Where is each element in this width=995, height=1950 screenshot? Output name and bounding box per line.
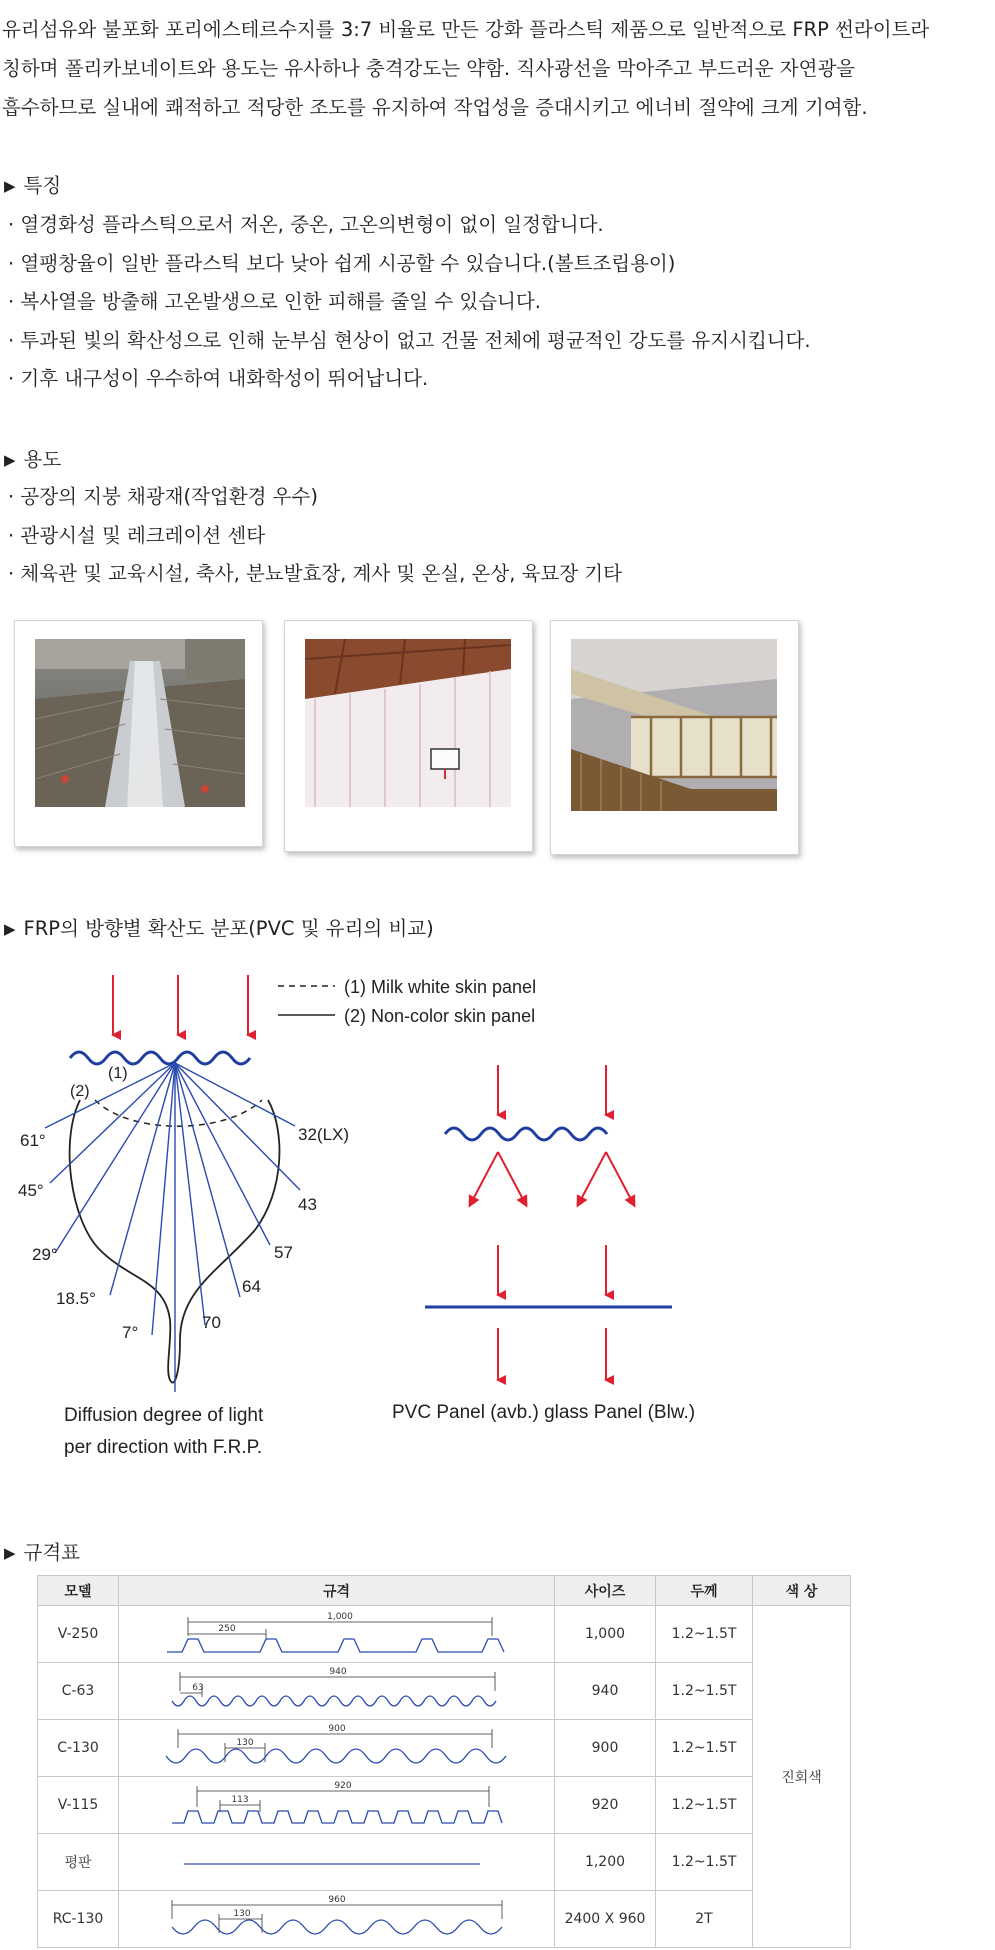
curve-label-2: (2) bbox=[70, 1083, 90, 1100]
thickness-cell: 2T bbox=[656, 1891, 753, 1948]
diffusion-diagram bbox=[0, 960, 760, 1480]
wave-large-profile bbox=[162, 1722, 512, 1774]
dimension-total: 900 bbox=[327, 1724, 346, 1734]
factory-roof-image bbox=[35, 639, 245, 807]
glass-outgoing-arrows bbox=[498, 1328, 606, 1380]
header-size: 사이즈 bbox=[555, 1576, 656, 1606]
table-row bbox=[38, 1834, 851, 1891]
dimension-part: 250 bbox=[217, 1624, 236, 1634]
angle-label: 45° bbox=[18, 1181, 44, 1200]
profile-cell bbox=[119, 1720, 555, 1777]
spec-heading bbox=[4, 1537, 80, 1565]
curve-milk-white bbox=[95, 1100, 262, 1126]
header-spec: 규격 bbox=[119, 1576, 555, 1606]
size-cell: 1,000 bbox=[555, 1606, 656, 1663]
list-item: · 복사열을 방출해 고온발생으로 인한 피해를 줄일 수 있습니다. bbox=[8, 283, 811, 322]
header-thickness: 두께 bbox=[656, 1576, 753, 1606]
dimension-part: 113 bbox=[230, 1795, 249, 1805]
trapezoid-wide-profile bbox=[162, 1608, 512, 1660]
thickness-cell: 1.2~1.5T bbox=[656, 1663, 753, 1720]
table-row bbox=[38, 1606, 851, 1663]
photo-gymnasium bbox=[284, 620, 533, 852]
model-cell: V-115 bbox=[38, 1777, 119, 1834]
dimension-total: 920 bbox=[333, 1781, 352, 1791]
triangle-bullet-icon: ▶ bbox=[4, 1544, 16, 1562]
thickness-cell: 1.2~1.5T bbox=[656, 1720, 753, 1777]
flat-profile bbox=[162, 1836, 512, 1888]
dimension-part: 130 bbox=[232, 1909, 251, 1919]
panel-profile-line bbox=[167, 1639, 504, 1652]
panel-profile-line bbox=[172, 1920, 502, 1934]
lux-value: 64 bbox=[242, 1277, 261, 1296]
pvc-panel-wave bbox=[445, 1128, 607, 1140]
gymnasium-image bbox=[305, 639, 511, 807]
profile-cell bbox=[119, 1834, 555, 1891]
color-cell: 진회색 bbox=[753, 1606, 851, 1948]
size-cell: 940 bbox=[555, 1663, 656, 1720]
triangle-bullet-icon: ▶ bbox=[4, 920, 16, 938]
angle-label: 29° bbox=[32, 1245, 58, 1264]
header-model: 모델 bbox=[38, 1576, 119, 1606]
list-item: · 기후 내구성이 우수하여 내화학성이 뛰어납니다. bbox=[8, 360, 811, 399]
photo-stair-canopy bbox=[550, 620, 799, 855]
dimension-total: 960 bbox=[327, 1895, 346, 1905]
stair-canopy-image bbox=[571, 639, 777, 811]
diagram-caption-line: Diffusion degree of light bbox=[64, 1405, 264, 1426]
intro-line: 유리섬유와 불포화 포리에스테르수지를 3:7 비율로 만든 강화 플라스틱 제품으로 일반적으로 FRP 썬라이트라 bbox=[2, 18, 930, 41]
features-list bbox=[8, 206, 811, 399]
thickness-cell: 1.2~1.5T bbox=[656, 1777, 753, 1834]
uses-list bbox=[8, 478, 622, 594]
incoming-light-arrows bbox=[113, 975, 248, 1035]
pvc-incoming-arrows bbox=[498, 1065, 606, 1115]
table-row bbox=[38, 1663, 851, 1720]
intro-paragraph bbox=[2, 10, 992, 127]
size-cell: 2400 X 960 bbox=[555, 1891, 656, 1948]
dimension-part: 63 bbox=[191, 1683, 204, 1693]
legend-solid-label: (2) Non-color skin panel bbox=[344, 1006, 536, 1026]
diffusion-title: FRP의 방향별 확산도 분포(PVC 및 유리의 비교) bbox=[23, 917, 434, 940]
diffusion-rays bbox=[45, 1063, 300, 1392]
table-header-row bbox=[38, 1576, 851, 1606]
curve-label-1: (1) bbox=[108, 1065, 128, 1082]
list-item: · 체육관 및 교육시설, 축사, 분뇨발효장, 계사 및 온실, 온상, 육묘장 기타 bbox=[8, 555, 622, 594]
profile-cell bbox=[119, 1777, 555, 1834]
lux-value: 57 bbox=[274, 1243, 293, 1262]
spec-table bbox=[37, 1575, 851, 1948]
trapezoid-narrow-profile bbox=[162, 1779, 512, 1831]
lux-value: 43 bbox=[298, 1195, 317, 1214]
angle-label: 7° bbox=[122, 1323, 139, 1342]
intro-line: 흡수하므로 실내에 쾌적하고 적당한 조도를 유지하여 작업성을 증대시키고 에너비 절약에 크게 기여함. bbox=[2, 96, 868, 119]
size-cell: 900 bbox=[555, 1720, 656, 1777]
table-row bbox=[38, 1777, 851, 1834]
dimension-total: 1,000 bbox=[326, 1612, 353, 1622]
uses-section bbox=[4, 444, 61, 472]
list-item: · 공장의 지붕 채광재(작업환경 우수) bbox=[8, 478, 622, 517]
angle-label: 61° bbox=[20, 1131, 46, 1150]
spec-title: 규격표 bbox=[23, 1541, 81, 1564]
uses-heading bbox=[4, 444, 61, 472]
list-item: · 열경화성 플라스틱으로서 저온, 중온, 고온의변형이 없이 일정합니다. bbox=[8, 206, 811, 245]
profile-cell bbox=[119, 1663, 555, 1720]
diffusion-heading bbox=[4, 913, 434, 941]
list-item: · 관광시설 및 레크레이션 센타 bbox=[8, 517, 622, 556]
triangle-bullet-icon: ▶ bbox=[4, 451, 16, 469]
pvc-scattered-arrows bbox=[470, 1152, 634, 1205]
panel-profile-line bbox=[166, 1749, 506, 1763]
triangle-bullet-icon: ▶ bbox=[4, 177, 16, 195]
lux-value: 70 bbox=[202, 1313, 221, 1332]
profile-cell bbox=[119, 1606, 555, 1663]
header-color: 색 상 bbox=[753, 1576, 851, 1606]
intro-line: 칭하며 폴리카보네이트와 용도는 유사하나 충격강도는 약함. 직사광선을 막아주고 부드러운 자연광을 bbox=[2, 57, 856, 80]
panel-profile-line bbox=[172, 1696, 496, 1706]
features-title: 특징 bbox=[23, 174, 62, 197]
list-item: · 열팽창율이 일반 플라스틱 보다 낮아 쉽게 시공할 수 있습니다.(볼트조립용이) bbox=[8, 245, 811, 284]
thickness-cell: 1.2~1.5T bbox=[656, 1834, 753, 1891]
features-section bbox=[4, 170, 61, 198]
list-item: · 투과된 빛의 확산성으로 인해 눈부심 현상이 없고 건물 전체에 평균적인 강도를 유지시킵니다. bbox=[8, 322, 811, 361]
spec-section bbox=[4, 1537, 80, 1565]
comparison-caption: PVC Panel (avb.) glass Panel (Blw.) bbox=[392, 1402, 696, 1423]
diffusion-section bbox=[4, 913, 434, 941]
model-cell: RC-130 bbox=[38, 1891, 119, 1948]
panel-profile-line bbox=[172, 1811, 502, 1823]
lux-value: 32(LX) bbox=[298, 1125, 350, 1144]
glass-incoming-arrows bbox=[498, 1245, 606, 1295]
model-cell: C-130 bbox=[38, 1720, 119, 1777]
photo-factory-roof bbox=[14, 620, 263, 847]
frp-panel-wave bbox=[70, 1052, 250, 1064]
dimension-part: 130 bbox=[235, 1738, 254, 1748]
table-row bbox=[38, 1720, 851, 1777]
legend-dashed-label: (1) Milk white skin panel bbox=[344, 977, 537, 997]
thickness-cell: 1.2~1.5T bbox=[656, 1606, 753, 1663]
profile-cell bbox=[119, 1891, 555, 1948]
uses-title: 용도 bbox=[23, 448, 62, 471]
model-cell: 평판 bbox=[38, 1834, 119, 1891]
wave-round-profile bbox=[162, 1893, 512, 1945]
model-cell: V-250 bbox=[38, 1606, 119, 1663]
features-heading bbox=[4, 170, 61, 198]
dimension-total: 940 bbox=[328, 1667, 347, 1677]
wave-small-profile bbox=[162, 1665, 512, 1717]
size-cell: 1,200 bbox=[555, 1834, 656, 1891]
table-row bbox=[38, 1891, 851, 1948]
model-cell: C-63 bbox=[38, 1663, 119, 1720]
angle-label: 18.5° bbox=[56, 1289, 96, 1308]
size-cell: 920 bbox=[555, 1777, 656, 1834]
diagram-caption-line: per direction with F.R.P. bbox=[64, 1437, 263, 1458]
